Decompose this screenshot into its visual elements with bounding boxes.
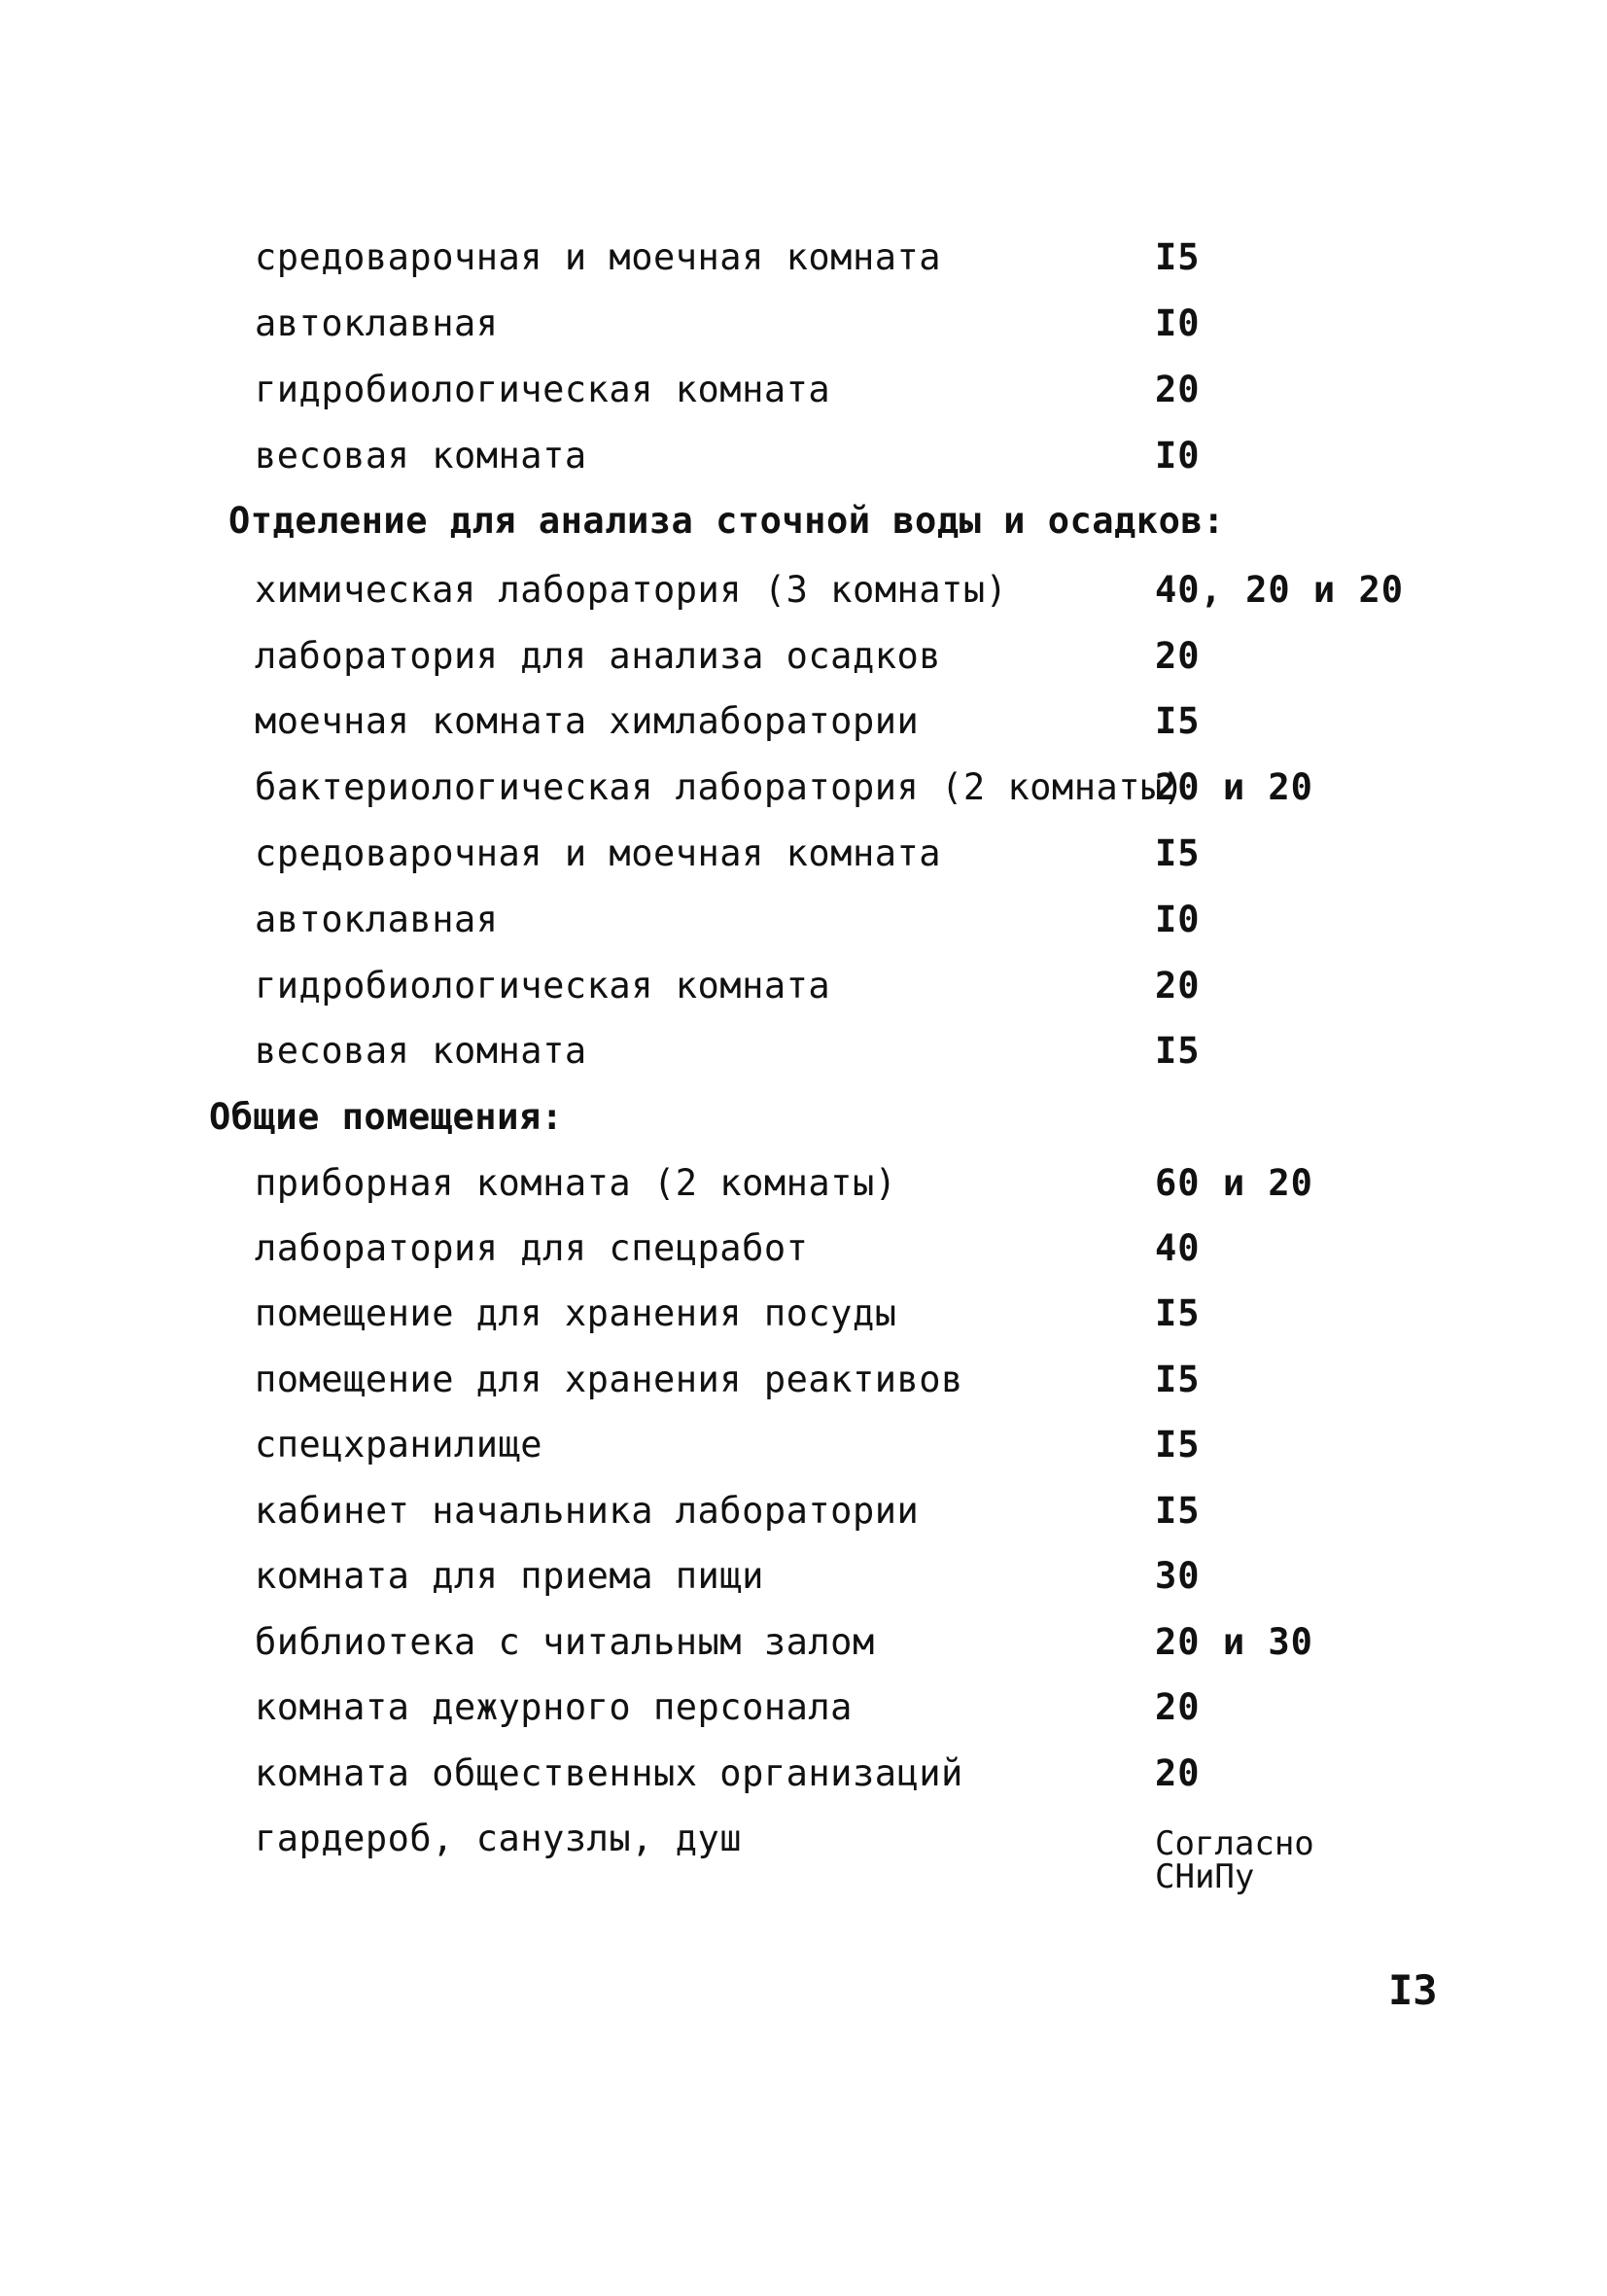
room-name: моечная комната химлаборатории xyxy=(255,700,920,742)
room-name: кабинет начальника лаборатории xyxy=(255,1490,920,1532)
area-value: I5 xyxy=(1155,1359,1201,1400)
area-value: 40 xyxy=(1155,1227,1201,1269)
room-name: весовая комната xyxy=(255,1030,587,1072)
room-name: гидробиологическая комната xyxy=(255,369,831,410)
table-row xyxy=(0,236,1607,295)
table-row xyxy=(0,700,1607,759)
room-name: приборная комната (2 комнаты) xyxy=(255,1162,897,1204)
room-name: комната для приема пищи xyxy=(255,1555,764,1597)
area-value: I0 xyxy=(1155,899,1201,940)
area-value: I5 xyxy=(1155,700,1201,742)
section-heading-row xyxy=(0,1096,1607,1154)
area-value: 20 xyxy=(1155,965,1201,1007)
table-row xyxy=(0,1621,1607,1679)
area-value: 20 xyxy=(1155,635,1201,677)
area-value: I5 xyxy=(1155,1292,1201,1334)
room-name: помещение для хранения посуды xyxy=(255,1292,897,1334)
area-value: I5 xyxy=(1155,236,1201,278)
table-row xyxy=(0,1292,1607,1351)
section-heading-row xyxy=(0,500,1607,558)
page-number: I3 xyxy=(1388,1966,1438,2014)
table-row xyxy=(0,1752,1607,1811)
table-row xyxy=(0,1686,1607,1745)
area-value: I5 xyxy=(1155,832,1201,874)
table-row xyxy=(0,1555,1607,1613)
area-value: I0 xyxy=(1155,302,1201,344)
table-row xyxy=(0,1359,1607,1417)
table-row xyxy=(0,1030,1607,1088)
room-name: комната общественных организаций xyxy=(255,1752,963,1794)
area-value: I5 xyxy=(1155,1490,1201,1532)
room-name: помещение для хранения реактивов xyxy=(255,1359,963,1400)
area-value: I5 xyxy=(1155,1030,1201,1072)
table-row xyxy=(0,1227,1607,1286)
room-name: автоклавная xyxy=(255,302,499,344)
table-row xyxy=(0,1162,1607,1220)
room-name: гидробиологическая комната xyxy=(255,965,831,1007)
room-name: химическая лаборатория (3 комнаты) xyxy=(255,569,1008,611)
area-value: I0 xyxy=(1155,435,1201,477)
area-value: 60 и 20 xyxy=(1155,1162,1313,1204)
area-value: 20 и 30 xyxy=(1155,1621,1313,1663)
room-name: комната дежурного персонала xyxy=(255,1686,853,1728)
room-name: гардероб, санузлы, душ xyxy=(255,1818,743,1859)
room-name: автоклавная xyxy=(255,899,499,940)
table-row xyxy=(0,369,1607,427)
area-value: 20 xyxy=(1155,1752,1201,1794)
section-heading: Общие помещения: xyxy=(209,1096,564,1138)
table-row xyxy=(0,1490,1607,1548)
table-row xyxy=(0,302,1607,361)
room-name: библиотека с читальным залом xyxy=(255,1621,875,1663)
room-name: весовая комната xyxy=(255,435,587,477)
table-row xyxy=(0,832,1607,891)
room-name: лаборатория для спецработ xyxy=(255,1227,809,1269)
area-value: 40, 20 и 20 xyxy=(1155,569,1405,611)
table-row xyxy=(0,965,1607,1023)
room-name: лаборатория для анализа осадков xyxy=(255,635,942,677)
area-note: Согласно СНиПу xyxy=(1155,1824,1314,1896)
table-row xyxy=(0,569,1607,627)
area-value: 20 xyxy=(1155,369,1201,410)
area-value: 30 xyxy=(1155,1555,1201,1597)
area-value: 20 xyxy=(1155,1686,1201,1728)
room-name: средоварочная и моечная комната xyxy=(255,236,942,278)
table-row xyxy=(0,435,1607,493)
room-name: спецхранилище xyxy=(255,1424,543,1466)
room-name: бактериологическая лаборатория (2 комнаты) xyxy=(255,766,1185,808)
room-name: средоварочная и моечная комната xyxy=(255,832,942,874)
table-row xyxy=(0,635,1607,693)
table-row xyxy=(0,899,1607,957)
section-heading: Отделение для анализа сточной воды и осадков: xyxy=(228,500,1225,542)
table-row xyxy=(0,1818,1607,1905)
table-row xyxy=(0,766,1607,825)
area-value: I5 xyxy=(1155,1424,1201,1466)
area-value: 20 и 20 xyxy=(1155,766,1313,808)
table-row xyxy=(0,1424,1607,1482)
